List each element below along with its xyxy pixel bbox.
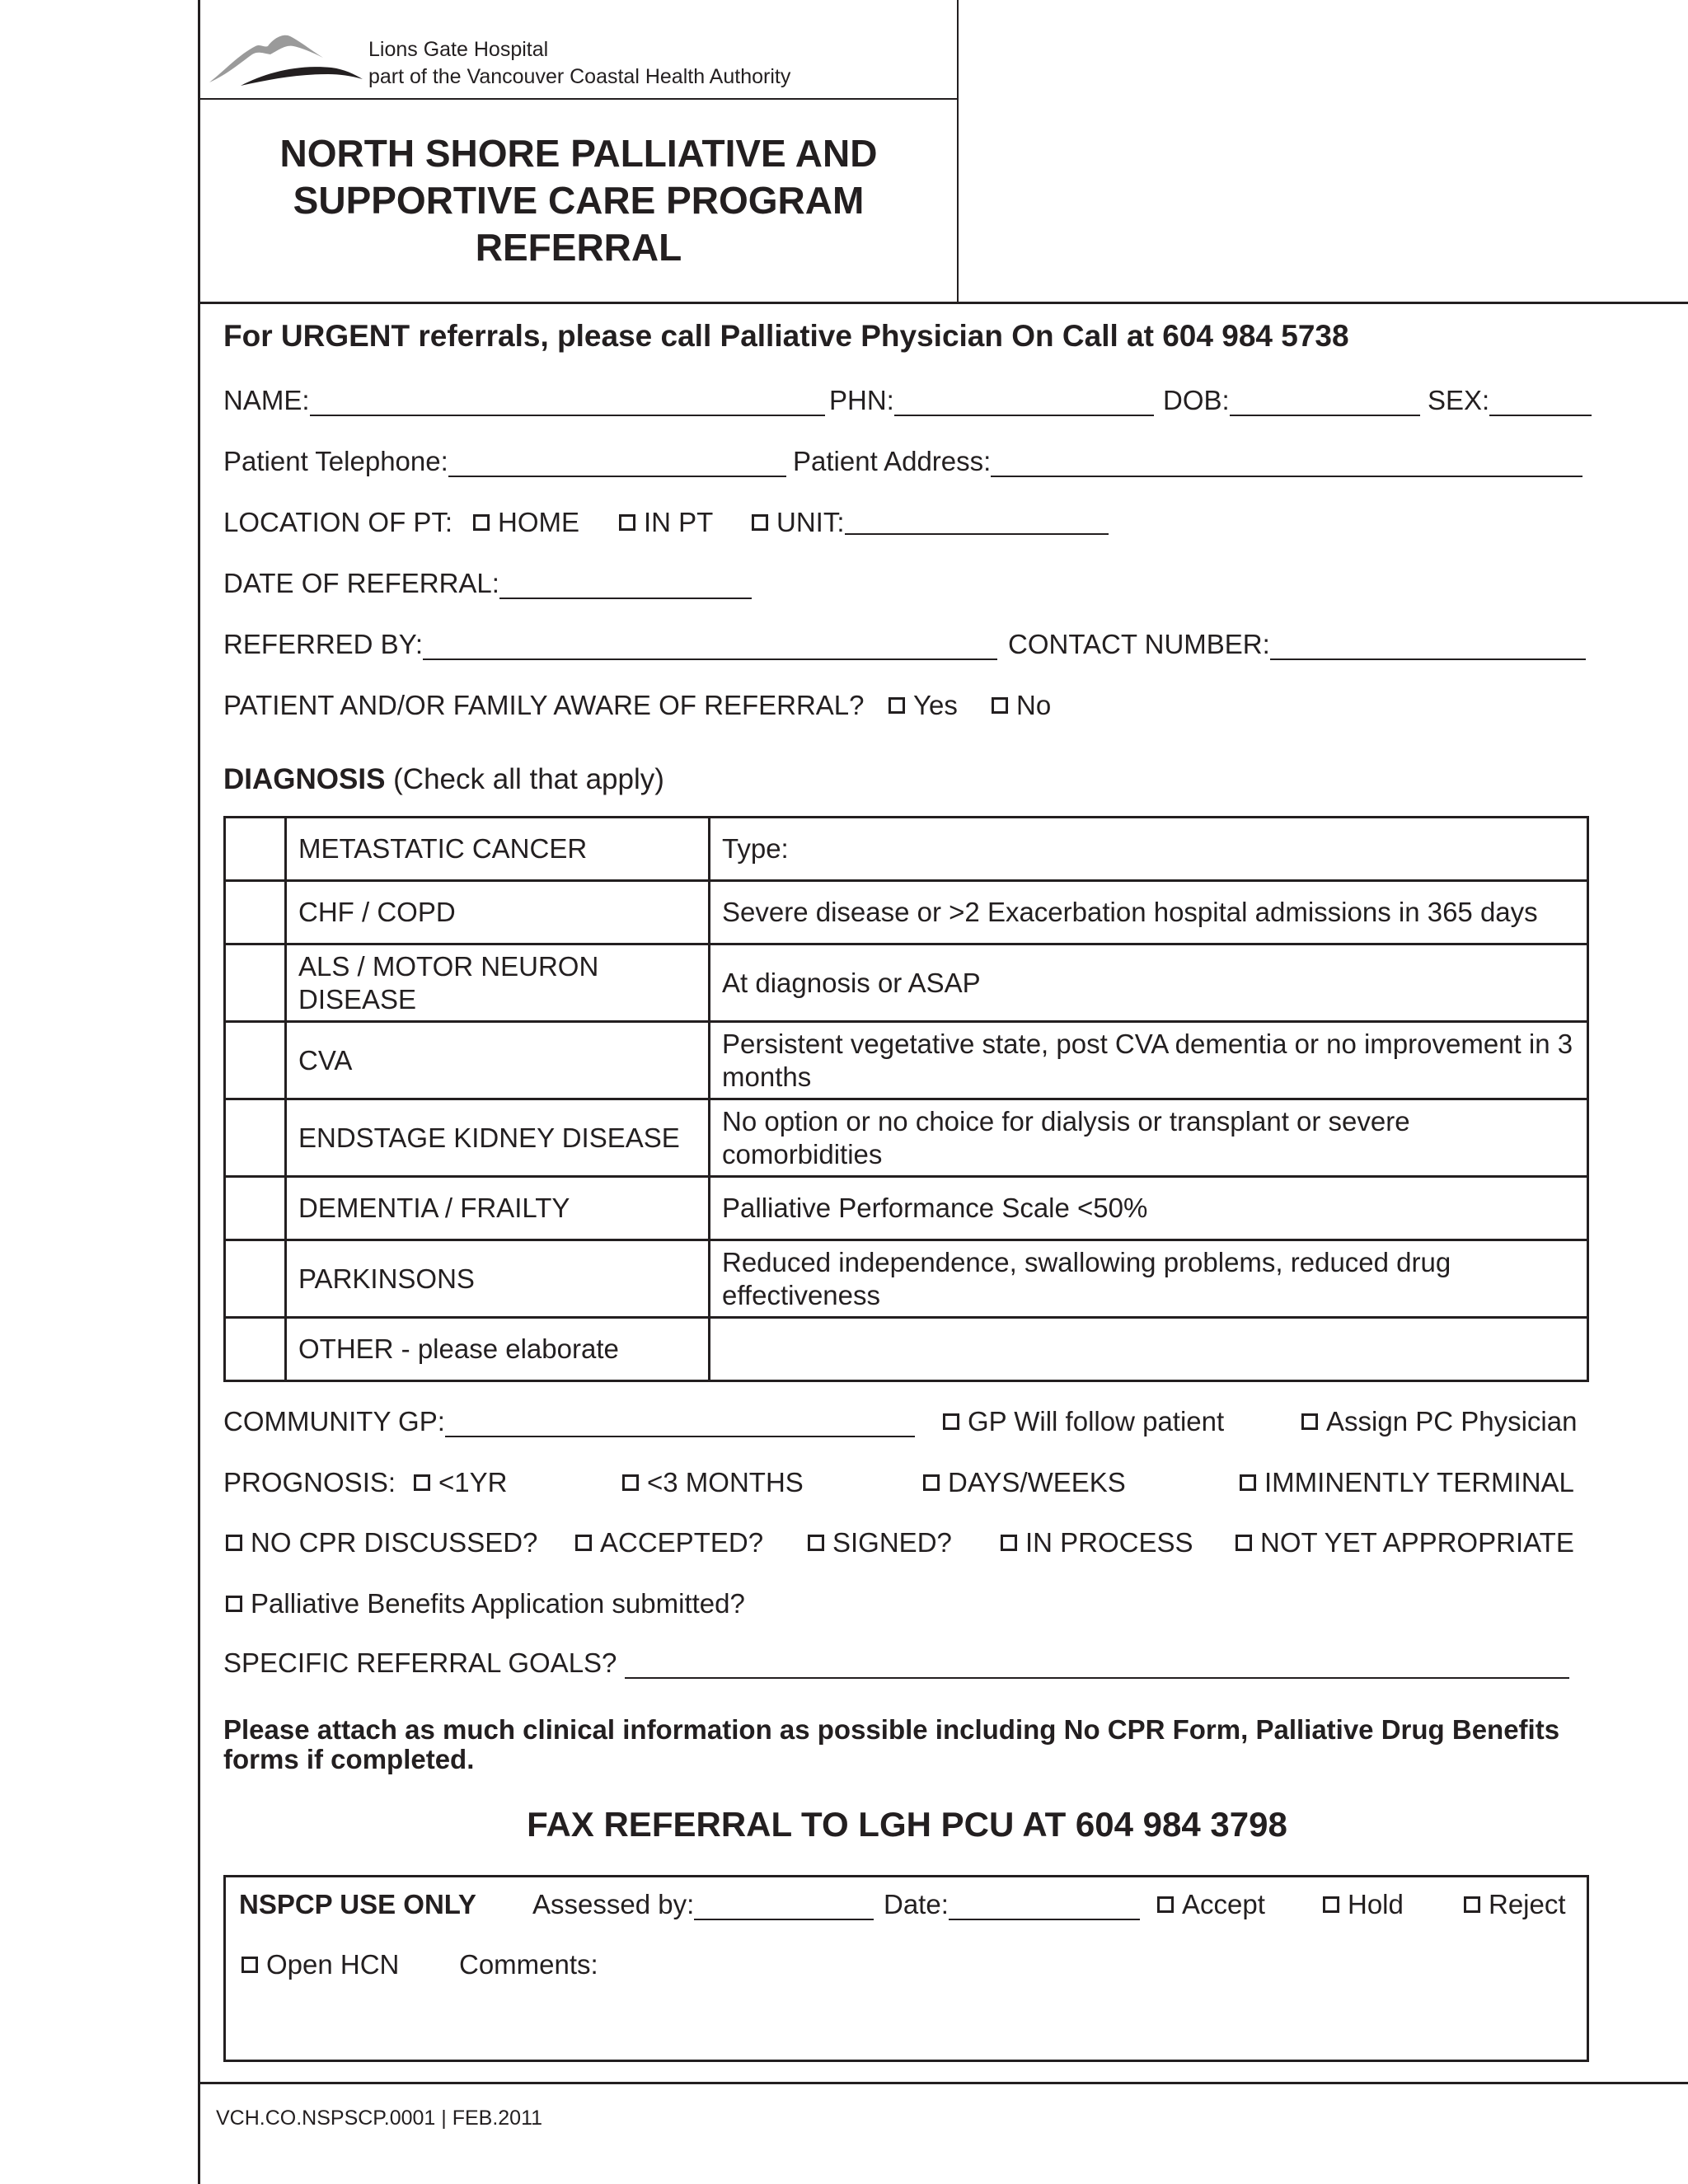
specific-referral-goals-label: SPECIFIC REFERRAL GOALS? [223, 1647, 617, 1678]
sex-field[interactable] [1428, 385, 1592, 416]
checkbox-icon[interactable] [1001, 1535, 1017, 1551]
table-row [225, 1177, 1588, 1240]
open-hcn-checkbox[interactable] [241, 1949, 399, 1980]
cpr-in-process-checkbox[interactable] [1001, 1527, 1193, 1558]
checkbox-icon[interactable] [752, 514, 768, 531]
diagnosis-checkbox-cell[interactable] [225, 1240, 286, 1318]
aware-yes-checkbox[interactable] [889, 690, 958, 721]
prognosis-3months-label: <3 MONTHS [647, 1467, 804, 1497]
location-home-label: HOME [498, 507, 579, 537]
diagnosis-name: METASTATIC CANCER [286, 818, 710, 881]
dob-input-line[interactable] [1230, 391, 1420, 416]
hold-label: Hold [1348, 1889, 1404, 1919]
diagnosis-table [223, 816, 1589, 1382]
diagnosis-name: ALS / MOTOR NEURON DISEASE [286, 944, 710, 1022]
cpr-not-yet-appropriate-label: NOT YET APPROPRIATE [1260, 1527, 1574, 1558]
name-label: NAME: [223, 385, 310, 415]
no-cpr-discussed-label: NO CPR DISCUSSED? [251, 1527, 538, 1558]
checkbox-icon[interactable] [241, 1957, 258, 1973]
prognosis-1yr-checkbox[interactable] [414, 1467, 507, 1498]
patient-address-label: Patient Address: [793, 446, 992, 476]
diagnosis-criteria: Type: [710, 818, 1588, 881]
diagnosis-title-bold: DIAGNOSIS [223, 763, 386, 795]
patient-telephone-label: Patient Telephone: [223, 446, 448, 476]
location-home-checkbox[interactable] [473, 507, 579, 538]
contact-number-field[interactable] [1008, 629, 1586, 660]
diagnosis-name: ENDSTAGE KIDNEY DISEASE [286, 1099, 710, 1177]
form-title-line-2: SUPPORTIVE CARE PROGRAM [293, 179, 865, 222]
assign-pc-physician-label: Assign PC Physician [1326, 1406, 1578, 1436]
diagnosis-name: DEMENTIA / FRAILTY [286, 1177, 710, 1240]
org-name: Lions Gate Hospital [368, 38, 549, 61]
community-gp-input-line[interactable] [445, 1413, 915, 1437]
diagnosis-title [223, 763, 664, 796]
prognosis-3months-checkbox[interactable] [622, 1467, 804, 1498]
diagnosis-name: OTHER - please elaborate [286, 1318, 710, 1381]
date-of-referral-input-line[interactable] [499, 574, 752, 599]
mountain-logo-icon [208, 30, 364, 96]
sex-label: SEX: [1428, 385, 1490, 415]
aware-no-checkbox[interactable] [992, 690, 1051, 721]
assessed-by-label: Assessed by: [532, 1889, 695, 1919]
checkbox-icon[interactable] [226, 1535, 242, 1551]
dob-label: DOB: [1163, 385, 1230, 415]
reject-label: Reject [1489, 1889, 1566, 1919]
diagnosis-criteria: No option or no choice for dialysis or transplant or severe comorbidities [710, 1099, 1588, 1177]
header-divider [198, 98, 959, 100]
form-title [200, 130, 957, 271]
date-of-referral-field[interactable] [223, 568, 752, 599]
cpr-signed-label: SIGNED? [832, 1527, 952, 1558]
phn-label: PHN: [829, 385, 894, 415]
left-border [198, 0, 200, 2184]
checkbox-icon[interactable] [889, 697, 905, 714]
checkbox-icon[interactable] [1236, 1535, 1252, 1551]
reject-checkbox[interactable] [1464, 1889, 1566, 1920]
diagnosis-checkbox-cell[interactable] [225, 1022, 286, 1099]
table-row [225, 1022, 1588, 1099]
form-title-line-3: REFERRAL [475, 226, 682, 269]
referred-by-field[interactable] [223, 629, 997, 660]
comments-label: Comments: [459, 1949, 598, 1980]
prognosis-label: PROGNOSIS: [223, 1467, 396, 1497]
community-gp-field[interactable] [223, 1406, 915, 1437]
prognosis-days-weeks-label: DAYS/WEEKS [948, 1467, 1126, 1497]
gp-follow-checkbox[interactable] [943, 1406, 1224, 1437]
accept-label: Accept [1182, 1889, 1265, 1919]
table-row [225, 944, 1588, 1022]
diagnosis-checkbox-cell[interactable] [225, 1318, 286, 1381]
diagnosis-checkbox-cell[interactable] [225, 944, 286, 1022]
name-field[interactable] [223, 385, 825, 416]
checkbox-icon[interactable] [1157, 1896, 1174, 1913]
cpr-accepted-label: ACCEPTED? [600, 1527, 764, 1558]
patient-telephone-field[interactable] [223, 446, 786, 477]
org-subtitle: part of the Vancouver Coastal Health Authority [368, 65, 791, 88]
aware-no-label: No [1016, 690, 1052, 720]
urgent-notice: For URGENT referrals, please call Palliative Physician On Call at 604 984 5738 [223, 319, 1349, 353]
fax-notice: FAX REFERRAL TO LGH PCU AT 604 984 3798 [527, 1805, 1287, 1844]
checkbox-icon[interactable] [622, 1474, 639, 1491]
diagnosis-name: CVA [286, 1022, 710, 1099]
name-input-line[interactable] [310, 391, 825, 416]
checkbox-icon[interactable] [808, 1535, 824, 1551]
table-row [225, 1099, 1588, 1177]
diagnosis-criteria: Persistent vegetative state, post CVA dementia or no improvement in 3 months [710, 1022, 1588, 1099]
table-row [225, 818, 1588, 881]
palliative-benefits-checkbox[interactable] [226, 1588, 745, 1619]
diagnosis-criteria: Severe disease or >2 Exacerbation hospital admissions in 365 days [710, 881, 1588, 944]
location-unit-input-line[interactable] [845, 510, 1109, 535]
aware-yes-label: Yes [913, 690, 958, 720]
office-date-label: Date: [884, 1889, 949, 1919]
no-cpr-discussed-checkbox[interactable] [226, 1527, 537, 1558]
assessed-by-input-line[interactable] [694, 1896, 874, 1920]
specific-referral-goals-input-line[interactable] [625, 1654, 1569, 1679]
prognosis-days-weeks-checkbox[interactable] [923, 1467, 1126, 1498]
contact-number-input-line[interactable] [1270, 635, 1586, 660]
checkbox-icon[interactable] [943, 1413, 959, 1430]
open-hcn-label: Open HCN [266, 1949, 400, 1980]
referred-by-label: REFERRED BY: [223, 629, 424, 659]
checkbox-icon[interactable] [414, 1474, 430, 1491]
diagnosis-criteria: Reduced independence, swallowing problems, reduced drug effectiveness [710, 1240, 1588, 1318]
prognosis-imminently-terminal-label: IMMINENTLY TERMINAL [1264, 1467, 1574, 1497]
location-label: LOCATION OF PT: [223, 507, 453, 537]
top-divider [198, 302, 1688, 304]
dob-field[interactable] [1163, 385, 1420, 416]
form-title-line-1: NORTH SHORE PALLIATIVE AND [279, 132, 878, 175]
office-date-field[interactable] [884, 1889, 1140, 1920]
contact-number-label: CONTACT NUMBER: [1008, 629, 1270, 659]
diagnosis-criteria[interactable] [710, 1318, 1588, 1381]
diagnosis-checkbox-cell[interactable] [225, 1177, 286, 1240]
cpr-not-yet-appropriate-checkbox[interactable] [1236, 1527, 1574, 1558]
patient-address-input-line[interactable] [991, 452, 1582, 477]
diagnosis-subtitle: (Check all that apply) [393, 763, 664, 795]
assessed-by-field[interactable] [532, 1889, 874, 1920]
sex-input-line[interactable] [1489, 391, 1592, 416]
diagnosis-checkbox-cell[interactable] [225, 1099, 286, 1177]
cpr-accepted-checkbox[interactable] [575, 1527, 763, 1558]
cpr-in-process-label: IN PROCESS [1025, 1527, 1193, 1558]
checkbox-icon[interactable] [1301, 1413, 1318, 1430]
table-row [225, 1240, 1588, 1318]
referred-by-input-line[interactable] [423, 635, 997, 660]
checkbox-icon[interactable] [226, 1596, 242, 1612]
checkbox-icon[interactable] [1464, 1896, 1480, 1913]
cpr-signed-checkbox[interactable] [808, 1527, 952, 1558]
office-date-input-line[interactable] [949, 1896, 1140, 1920]
aware-label: PATIENT AND/OR FAMILY AWARE OF REFERRAL? [223, 690, 865, 720]
checkbox-icon[interactable] [923, 1474, 940, 1491]
checkbox-icon[interactable] [575, 1535, 592, 1551]
accept-checkbox[interactable] [1157, 1889, 1265, 1920]
diagnosis-criteria: Palliative Performance Scale <50% [710, 1177, 1588, 1240]
patient-address-field[interactable] [793, 446, 1582, 477]
diagnosis-name: PARKINSONS [286, 1240, 710, 1318]
diagnosis-checkbox-cell[interactable] [225, 818, 286, 881]
palliative-benefits-label: Palliative Benefits Application submitted? [251, 1588, 745, 1619]
patient-telephone-input-line[interactable] [448, 452, 786, 477]
attach-note: Please attach as much clinical information as possible including No CPR Form, Palliative Drug Benefits forms if completed. [223, 1714, 1560, 1774]
prognosis-imminently-terminal-checkbox[interactable] [1240, 1467, 1574, 1498]
checkbox-icon[interactable] [619, 514, 635, 531]
prognosis-1yr-label: <1YR [438, 1467, 508, 1497]
assign-pc-physician-checkbox[interactable] [1301, 1406, 1577, 1437]
office-use-title: NSPCP USE ONLY [239, 1889, 476, 1919]
location-in-pt-checkbox[interactable] [619, 507, 713, 538]
bottom-divider [198, 2082, 1688, 2084]
date-of-referral-label: DATE OF REFERRAL: [223, 568, 499, 598]
checkbox-icon[interactable] [992, 697, 1008, 714]
phn-field[interactable] [829, 385, 1154, 416]
diagnosis-name: CHF / COPD [286, 881, 710, 944]
diagnosis-criteria: At diagnosis or ASAP [710, 944, 1588, 1022]
specific-referral-goals-field[interactable] [223, 1647, 1569, 1679]
phn-input-line[interactable] [894, 391, 1154, 416]
table-row [225, 881, 1588, 944]
checkbox-icon[interactable] [1240, 1474, 1256, 1491]
location-in-pt-label: IN PT [644, 507, 714, 537]
diagnosis-checkbox-cell[interactable] [225, 881, 286, 944]
community-gp-label: COMMUNITY GP: [223, 1406, 445, 1436]
location-unit-checkbox[interactable] [752, 507, 1109, 538]
location-unit-label: UNIT: [776, 507, 845, 537]
hold-checkbox[interactable] [1323, 1889, 1404, 1920]
gp-follow-label: GP Will follow patient [968, 1406, 1225, 1436]
form-code: VCH.CO.NSPSCP.0001 | FEB.2011 [216, 2107, 543, 2130]
table-row [225, 1318, 1588, 1381]
checkbox-icon[interactable] [473, 514, 490, 531]
checkbox-icon[interactable] [1323, 1896, 1339, 1913]
